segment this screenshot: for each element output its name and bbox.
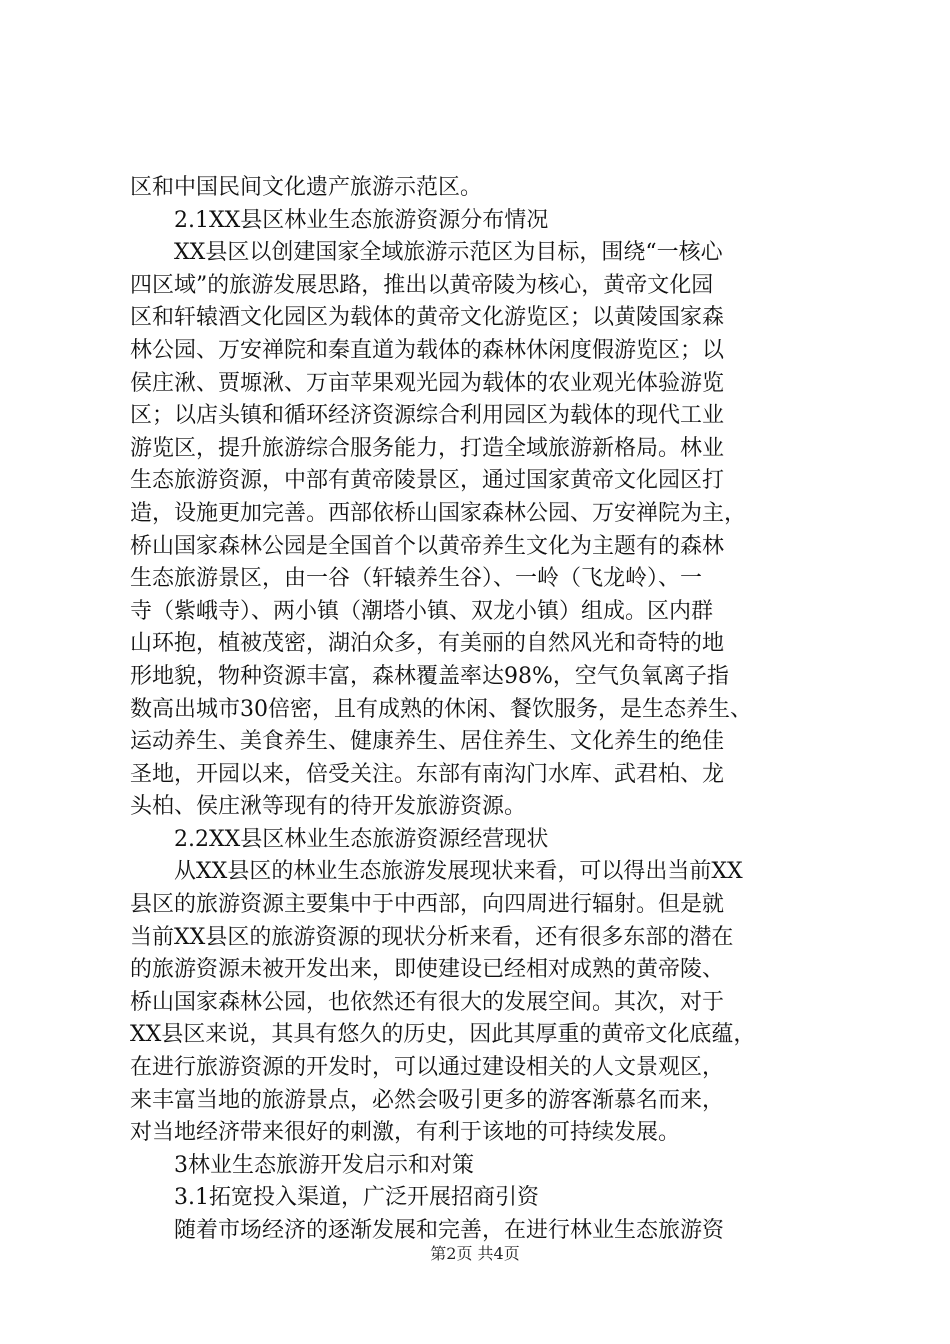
text-line: 数高出城市30倍密，且有成熟的休闲、餐饮服务，是生态养生、 bbox=[130, 696, 752, 722]
text-line: 山环抱，植被茂密，湖泊众多，有美丽的自然风光和奇特的地 bbox=[130, 631, 725, 657]
text-line: XX县区以创建国家全域旅游示范区为目标，围绕“一核心 bbox=[174, 240, 723, 266]
text-line: 当前XX县区的旅游资源的现状分析来看，还有很多东部的潜在 bbox=[130, 924, 734, 950]
text-line: 头柏、侯庄湫等现有的待开发旅游资源。 bbox=[130, 794, 527, 820]
text-line: 对当地经济带来很好的刺激，有利于该地的可持续发展。 bbox=[130, 1120, 681, 1146]
text-line: 寺（紫峨寺）、两小镇（潮塔小镇、双龙小镇）组成。区内群 bbox=[130, 598, 714, 624]
text-line: 区；以店头镇和循环经济资源综合利用园区为载体的现代工业 bbox=[130, 403, 725, 429]
text-line: 2.1XX县区林业生态旅游资源分布情况 bbox=[174, 207, 549, 233]
text-line: 在进行旅游资源的开发时，可以通过建设相关的人文景观区， bbox=[130, 1055, 725, 1081]
text-line: 形地貌，物种资源丰富，森林覆盖率达98%，空气负氧离子指 bbox=[130, 663, 729, 689]
text-line: XX县区来说，其具有悠久的历史，因此其厚重的黄帝文化底蕴， bbox=[130, 1022, 756, 1048]
text-line: 生态旅游资源，中部有黄帝陵景区，通过国家黄帝文化园区打 bbox=[130, 468, 725, 494]
text-line: 从XX县区的林业生态旅游发展现状来看，可以得出当前XX bbox=[174, 859, 743, 885]
text-line: 生态旅游景区，由一谷（轩辕养生谷）、一岭（飞龙岭）、一 bbox=[130, 566, 703, 592]
text-line: 3林业生态旅游开发启示和对策 bbox=[174, 1152, 474, 1178]
text-line: 运动养生、美食养生、健康养生、居住养生、文化养生的绝佳 bbox=[130, 729, 725, 755]
text-line: 桥山国家森林公园是全国首个以黄帝养生文化为主题有的森林 bbox=[130, 533, 725, 559]
text-line: 区和中国民间文化遗产旅游示范区。 bbox=[130, 175, 483, 200]
text-line: 游览区，提升旅游综合服务能力，打造全域旅游新格局。林业 bbox=[130, 435, 725, 461]
document-body bbox=[130, 172, 830, 1248]
text-line: 四区域”的旅游发展思路，推出以黄帝陵为核心，黄帝文化园 bbox=[130, 272, 714, 298]
text-line: 的旅游资源未被开发出来，即使建设已经相对成熟的黄帝陵、 bbox=[130, 957, 725, 983]
text-line: 圣地，开园以来，倍受关注。东部有南沟门水库、武君柏、龙 bbox=[130, 761, 725, 787]
text-line: 3.1拓宽投入渠道，广泛开展招商引资 bbox=[174, 1185, 539, 1211]
text-line: 随着市场经济的逐渐发展和完善，在进行林业生态旅游资 bbox=[174, 1218, 725, 1243]
page-footer: 第2页 共4页 bbox=[430, 1244, 520, 1263]
text-line: 来丰富当地的旅游景点，必然会吸引更多的游客渐慕名而来， bbox=[130, 1087, 725, 1113]
text-line: 2.2XX县区林业生态旅游资源经营现状 bbox=[174, 826, 549, 852]
text-line: 县区的旅游资源主要集中于中西部，向四周进行辐射。但是就 bbox=[130, 892, 725, 918]
text-line: 林公园、万安禅院和秦直道为载体的森林休闲度假游览区；以 bbox=[130, 337, 725, 363]
text-line: 区和轩辕酒文化园区为载体的黄帝文化游览区；以黄陵国家森 bbox=[130, 305, 725, 331]
text-line: 侯庄湫、贾塬湫、万亩苹果观光园为载体的农业观光体验游览 bbox=[130, 370, 725, 396]
text-line: 造，设施更加完善。西部依桥山国家森林公园、万安禅院为主， bbox=[130, 500, 747, 526]
text-line: 桥山国家森林公园，也依然还有很大的发展空间。其次，对于 bbox=[130, 989, 725, 1015]
